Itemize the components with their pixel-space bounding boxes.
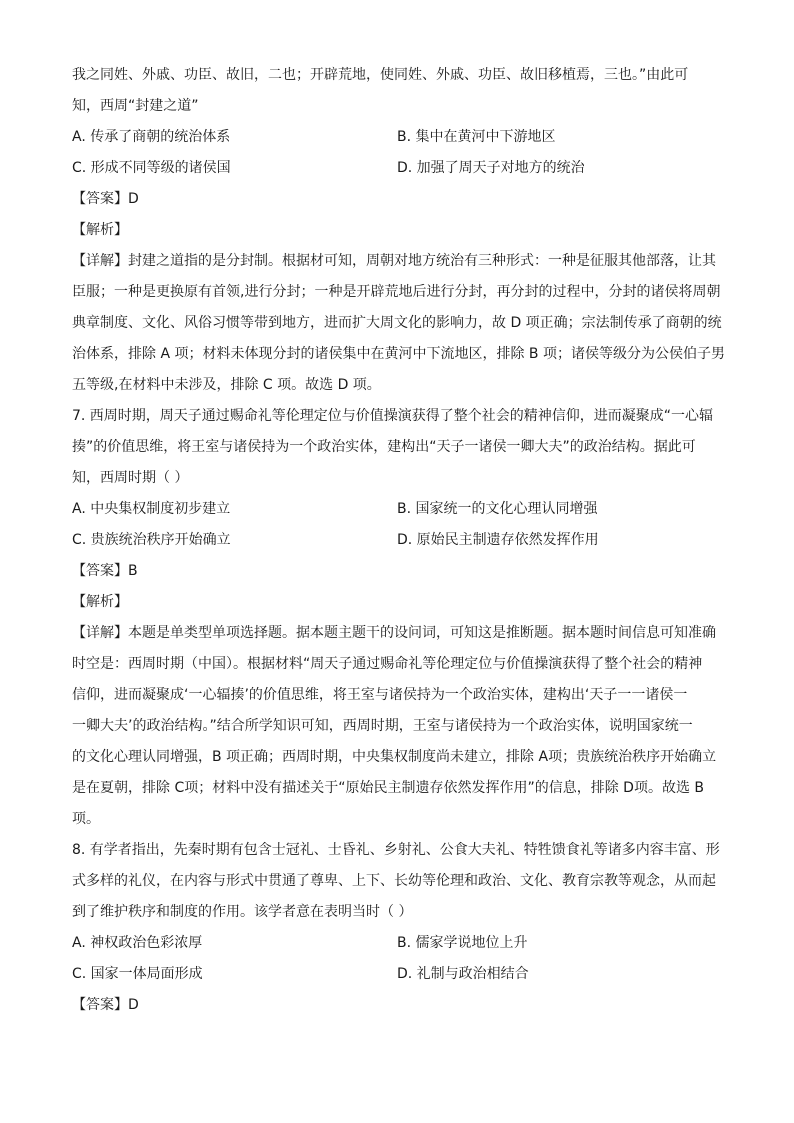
option-b: B. 儒家学说地位上升: [397, 935, 528, 951]
option-a: A. 神权政治色彩浓厚: [72, 935, 203, 951]
question-stem: 8. 有学者指出，先秦时期有包含士冠礼、士昏礼、乡射礼、公食大夫礼、特牲馈食礼等诸多内容丰富、形: [72, 842, 720, 858]
option-d: D. 礼制与政治相结合: [397, 966, 529, 982]
option-b: B. 集中在黄河中下游地区: [397, 129, 556, 145]
option-row: [72, 122, 722, 153]
detail-line: 的文化心理认同增强，B 项正确；西周时期，中央集权制度尚未建立，排除 A项；贵族统治秩序开始确立: [72, 749, 717, 765]
detail-line: 五等级,在材料中未涉及，排除 C 项。故选 D 项。: [72, 377, 381, 393]
document-page: [72, 60, 725, 1021]
option-c: C. 国家一体局面形成: [72, 966, 203, 982]
option-c: C. 形成不同等级的诸侯国: [72, 160, 231, 176]
text-line: 我之同姓、外戚、功臣、故旧，二也；开辟荒地，使同姓、外戚、功臣、故旧移植焉，三也。”由此可: [72, 67, 689, 83]
question-stem: 知，西周时期（ ）: [72, 470, 189, 486]
detail-line: 臣服；一种是更换原有首领,进行分封；一种是开辟荒地后进行分封，再分封的过程中，分封的诸侯将周朝: [72, 284, 721, 300]
question-stem: 7. 西周时期，周天子通过赐命礼等伦理定位与价值操演获得了整个社会的精神信仰，进而凝聚成“一心辐: [72, 408, 714, 424]
option-row: [72, 959, 722, 990]
question-stem: 揍”的价值思维，将王室与诸侯持为一个政治实体，建构出“天子一诸侯一卿大夫”的政治结构。据此可: [72, 439, 696, 455]
detail-line: 【详解】封建之道指的是分封制。根据材可知，周朝对地方统治有三种形式：一种是征服其他部落，让其: [72, 253, 716, 269]
analysis-label: 【解析】: [72, 222, 128, 238]
question-stem: 到了维护秩序和制度的作用。该学者意在表明当时（ ）: [72, 904, 413, 920]
option-row: [72, 494, 722, 525]
detail-line: 是在夏朝，排除 C项；材料中没有描述关于“原始民主制遗存依然发挥作用”的信息，排除 D项。故选 B: [72, 780, 705, 796]
answer-label: 【答案】B: [72, 563, 138, 579]
detail-line: 信仰，进而凝聚成‘一心辐揍’的价值思维，将王室与诸侯持为一个政治实体，建构出‘天子一一诸侯一: [72, 687, 688, 703]
analysis-label: 【解析】: [72, 594, 128, 610]
detail-line: 【详解】本题是单类型单项选择题。据本题主题干的设问词，可知这是推断题。据本题时间信息可知准确: [72, 625, 716, 641]
answer-label: 【答案】D: [72, 997, 139, 1013]
text-line: 知，西周“封建之道”: [72, 98, 199, 114]
option-d: D. 原始民主制遗存依然发挥作用: [397, 532, 599, 548]
option-b: B. 国家统一的文化心理认同增强: [397, 501, 598, 517]
option-c: C. 贵族统治秩序开始确立: [72, 532, 231, 548]
detail-line: 一卿大夫’的政治结构。”结合所学知识可知，西周时期，王室与诸侯持为一个政治实体，说明国家统一: [72, 718, 693, 734]
detail-line: 项。: [72, 811, 100, 827]
option-row: [72, 153, 722, 184]
detail-line: 治体系，排除 A 项；材料未体现分封的诸侯集中在黄河中下流地区，排除 B 项；诸侯等级分为公侯伯子男: [72, 346, 725, 362]
option-row: [72, 525, 722, 556]
detail-line: 时空是：西周时期（中国）。根据材料“周天子通过赐命礼等伦理定位与价值操演获得了整个社会的精神: [72, 656, 703, 672]
option-a: A. 传承了商朝的统治体系: [72, 129, 231, 145]
question-stem: 式多样的礼仪，在内容与形式中贯通了尊卑、上下、长幼等伦理和政治、文化、教育宗教等观念，从而起: [72, 873, 716, 889]
option-row: [72, 928, 722, 959]
answer-label: 【答案】D: [72, 191, 139, 207]
option-d: D. 加强了周天子对地方的统治: [397, 160, 585, 176]
option-a: A. 中央集权制度初步建立: [72, 501, 231, 517]
detail-line: 典章制度、文化、风俗习惯等带到地方，进而扩大周文化的影响力，故 D 项正确；宗法制传承了商朝的统: [72, 315, 722, 331]
